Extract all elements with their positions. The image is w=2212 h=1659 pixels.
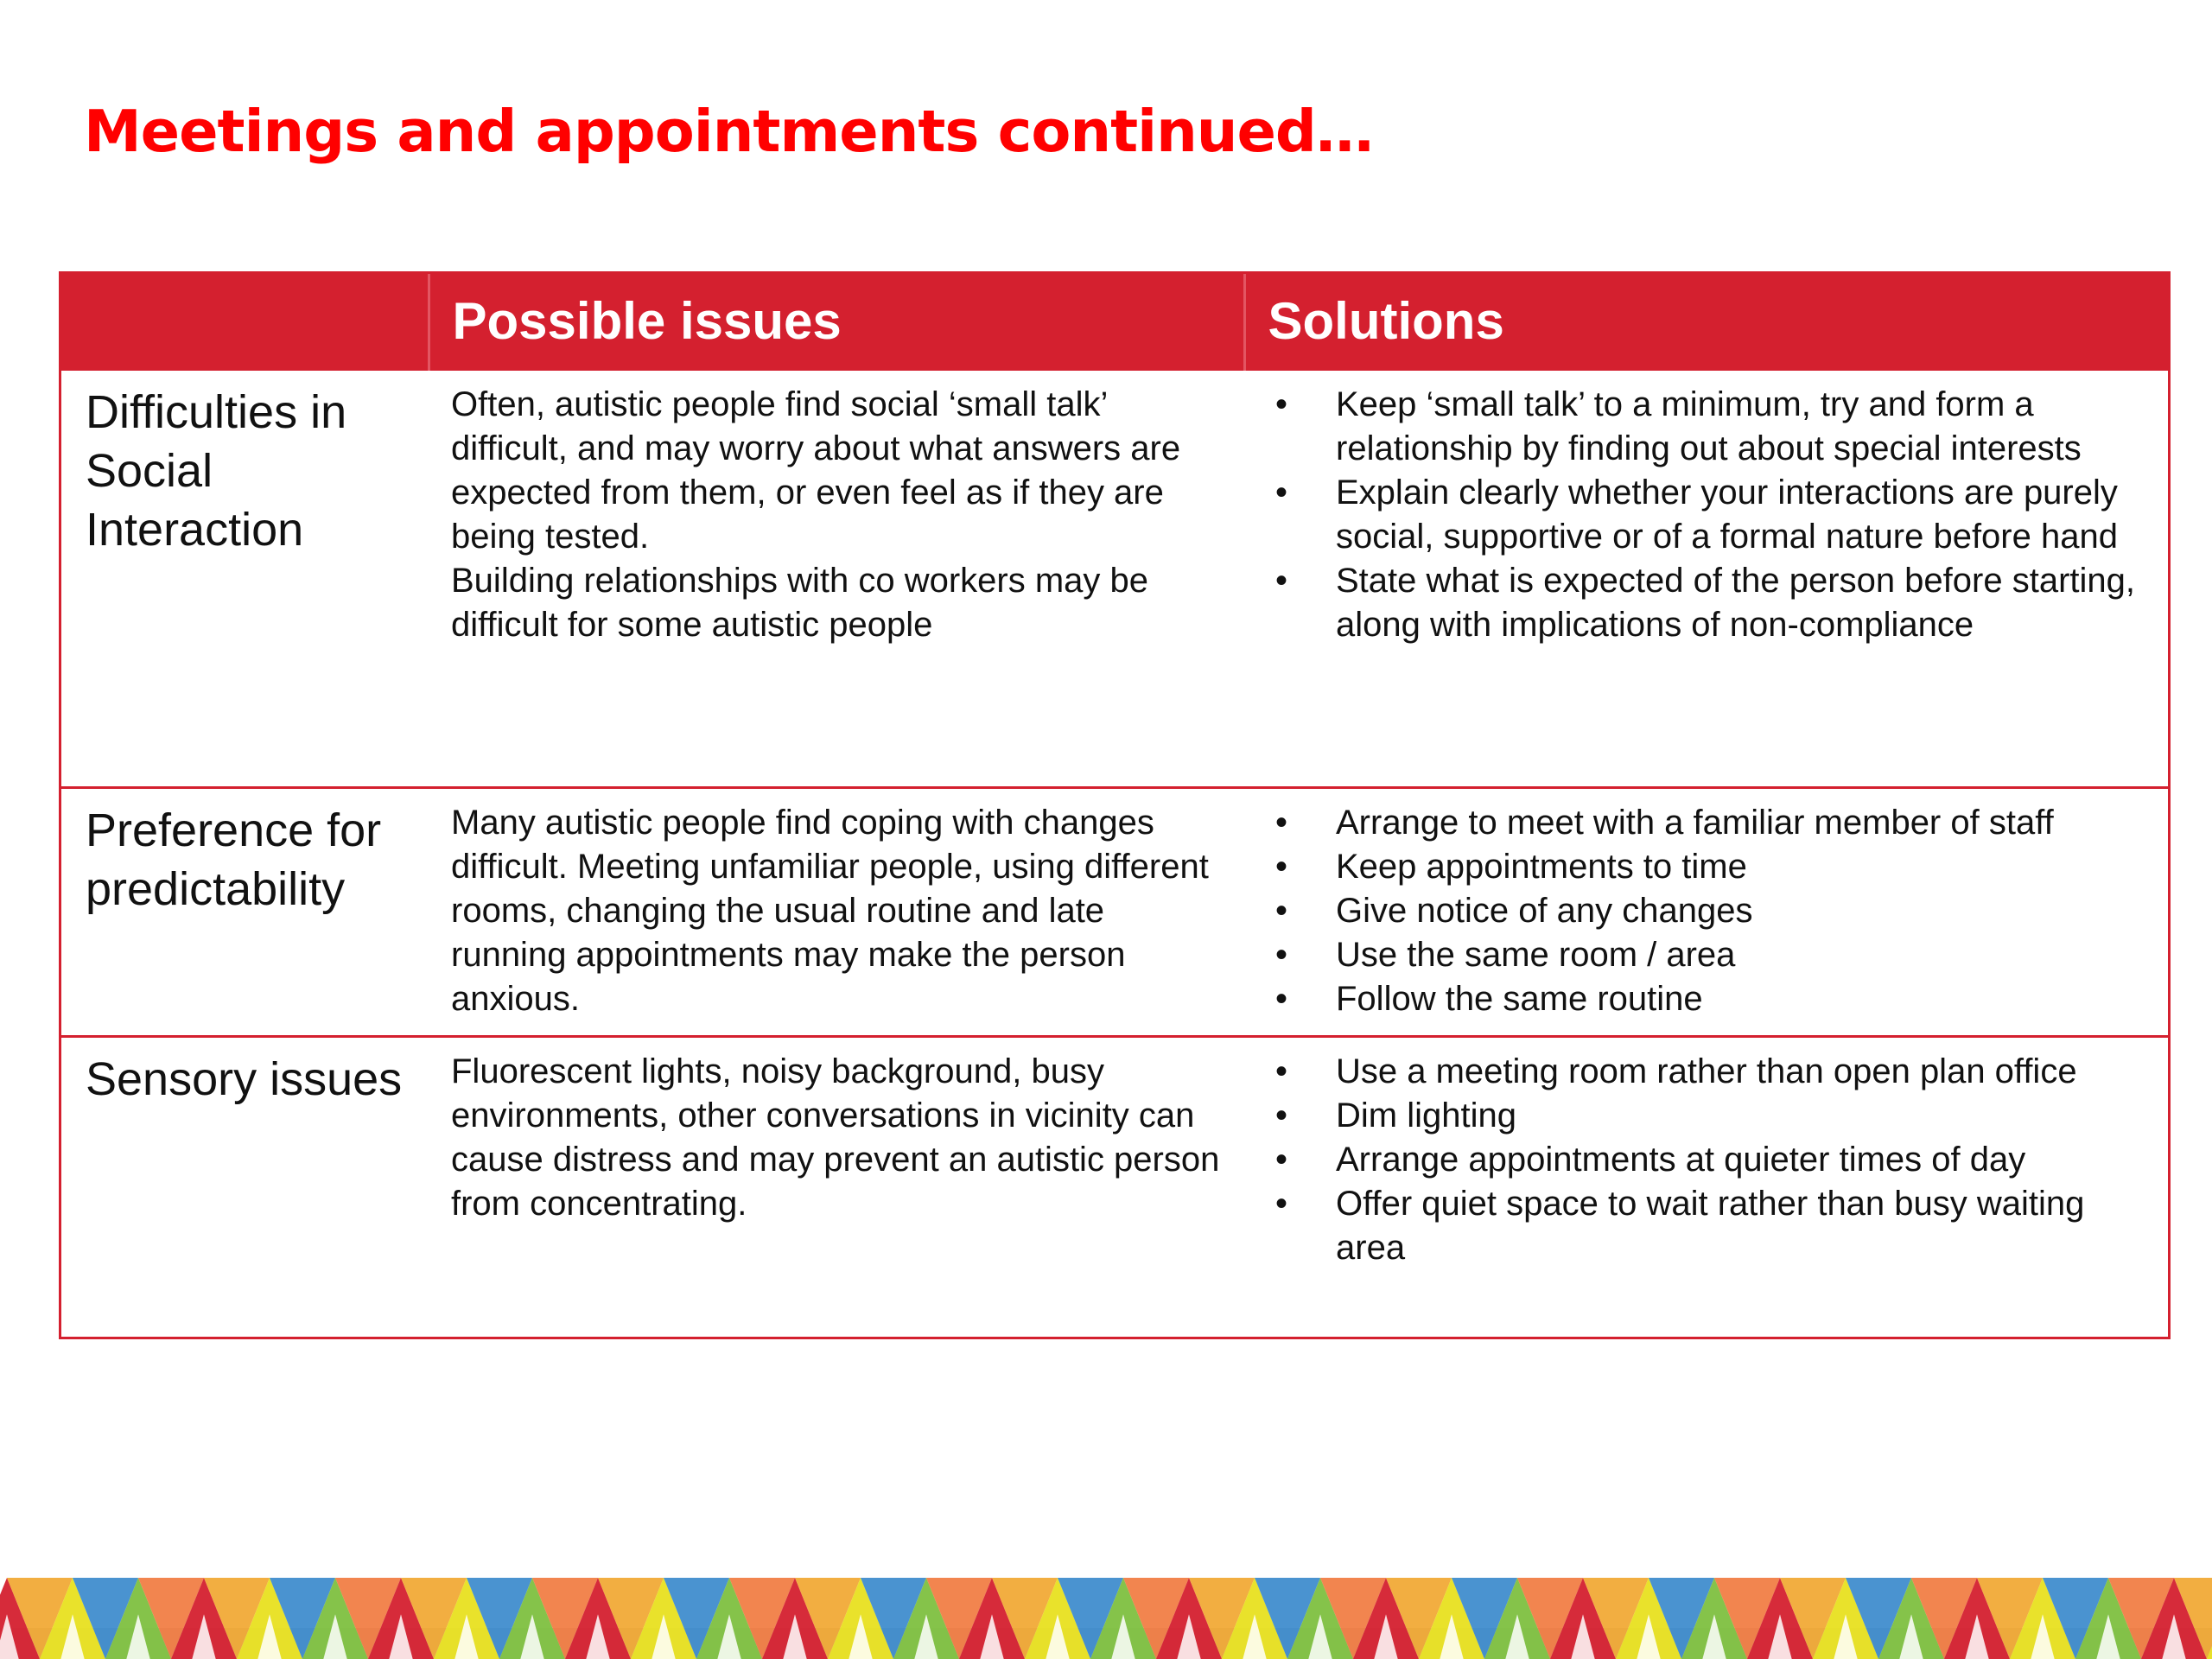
solution-text: Use a meeting room rather than open plan office	[1336, 1052, 2077, 1090]
list-item	[1244, 471, 2151, 559]
bullet-icon: •	[1274, 1184, 1287, 1223]
row-label: Sensory issues	[86, 1052, 403, 1105]
solution-text: Arrange appointments at quieter times of day	[1336, 1140, 2026, 1179]
list-item	[1244, 1138, 2151, 1182]
solutions-cell	[1244, 1036, 2168, 1337]
solution-text: Keep ‘small talk’ to a minimum, try and form a relationship by finding out about special interests	[1336, 385, 2082, 467]
bullet-icon: •	[1274, 473, 1287, 512]
list-item	[1244, 383, 2151, 471]
bullet-icon: •	[1274, 1096, 1287, 1135]
decorative-banner	[0, 1578, 2212, 1659]
issue-text: Building relationships with co workers may be difficult for some autistic people	[451, 561, 1149, 644]
solution-text: Give notice of any changes	[1336, 891, 1753, 930]
solution-text: Explain clearly whether your interactions are purely social, supportive or of a formal nature before hand	[1336, 473, 2118, 556]
header-possible-issues: Possible issues	[429, 274, 1244, 369]
table-row	[61, 369, 2168, 787]
bullet-icon: •	[1274, 891, 1287, 930]
solution-text: Dim lighting	[1336, 1096, 1516, 1135]
solution-text: Arrange to meet with a familiar member of staff	[1336, 803, 2054, 842]
solutions-list	[1244, 1050, 2151, 1270]
solution-text: Keep appointments to time	[1336, 847, 1747, 886]
solution-text: State what is expected of the person before starting, along with implications of non-compliance	[1336, 561, 2135, 644]
list-item	[1244, 801, 2151, 845]
list-item	[1244, 933, 2151, 977]
row-label: Preference for predictability	[86, 804, 382, 915]
issues-cell	[429, 787, 1244, 1036]
list-item	[1244, 977, 2151, 1021]
bullet-icon: •	[1274, 979, 1287, 1018]
issue-text: Often, autistic people find social ‘small talk’ difficult, and may worry about what answers are expected from them, or even feel as if they are being tested.	[451, 385, 1181, 556]
issue-text: Many autistic people find coping with changes difficult. Meeting unfamiliar people, using different rooms, changing the usual routine and late running appointments may make the person anxious.	[451, 803, 1209, 1018]
slide-title: Meetings and appointments continued…	[84, 98, 1373, 165]
header-empty-cell	[61, 274, 429, 369]
table-header-row	[61, 274, 2168, 369]
bullet-icon: •	[1274, 803, 1287, 842]
bullet-icon: •	[1274, 561, 1287, 600]
solutions-cell	[1244, 787, 2168, 1036]
solutions-list	[1244, 383, 2151, 647]
bullet-icon: •	[1274, 1140, 1287, 1179]
bullet-icon: •	[1274, 1052, 1287, 1090]
header-solutions: Solutions	[1244, 274, 2168, 369]
table-row	[61, 787, 2168, 1036]
bullet-icon: •	[1274, 385, 1287, 423]
list-item	[1244, 559, 2151, 647]
bullet-icon: •	[1274, 935, 1287, 974]
issue-text: Fluorescent lights, noisy background, busy environments, other conversations in vicinity can cause distress and may prevent an autistic person from concentrating.	[451, 1052, 1220, 1223]
list-item	[1244, 1050, 2151, 1094]
bullet-icon: •	[1274, 847, 1287, 886]
issues-solutions-table	[59, 271, 2171, 1339]
solutions-list	[1244, 801, 2151, 1021]
list-item	[1244, 1182, 2151, 1270]
triangle-pattern-icon	[0, 1578, 2212, 1659]
solution-text: Use the same room / area	[1336, 935, 1736, 974]
issues-cell	[429, 369, 1244, 787]
issues-cell	[429, 1036, 1244, 1337]
solution-text: Offer quiet space to wait rather than busy waiting area	[1336, 1184, 2085, 1267]
solution-text: Follow the same routine	[1336, 979, 1703, 1018]
list-item	[1244, 889, 2151, 933]
solutions-cell	[1244, 369, 2168, 787]
list-item	[1244, 1094, 2151, 1138]
table-row	[61, 1036, 2168, 1337]
row-label: Difficulties in Social Interaction	[86, 385, 347, 556]
list-item	[1244, 845, 2151, 889]
